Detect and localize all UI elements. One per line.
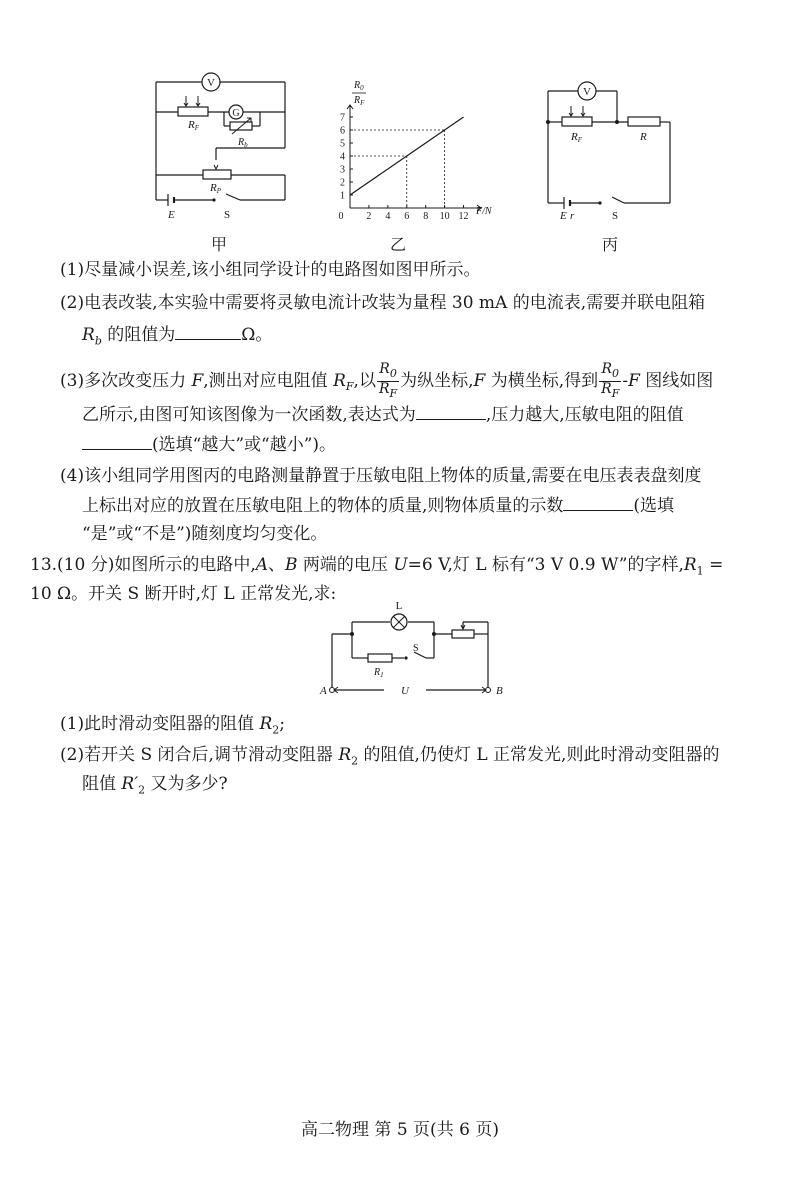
rf-resistor-jia bbox=[178, 107, 208, 116]
voltmeter-bing-label: V bbox=[583, 86, 591, 98]
y-tick-label: 6 bbox=[340, 125, 345, 137]
q12-part3-line2: 乙所示,由图可知该图像为一次函数,表达式为 ,压力越大,压敏电阻的阻值 bbox=[82, 405, 684, 425]
y-tick-label: 5 bbox=[340, 138, 345, 150]
x-tick-label: 10 bbox=[439, 211, 450, 222]
switch-label-bing: S bbox=[612, 210, 619, 222]
x-tick-label: 12 bbox=[458, 211, 469, 222]
r-resistor-bing bbox=[628, 117, 660, 126]
rp-label: RP bbox=[210, 182, 222, 195]
galvanometer-label: G bbox=[232, 108, 240, 119]
q13-sub2-line1: (2)若开关 S 闭合后,调节滑动变阻器 $R_2$ 的阻值,仍使灯 L 正常发光,则此时滑动变阻器的 bbox=[60, 745, 720, 768]
r2-rheostat bbox=[452, 630, 474, 638]
circuit-bing-diagram bbox=[538, 78, 678, 220]
terminal-a-label: A bbox=[320, 685, 327, 697]
caption-yi: 乙 bbox=[389, 235, 406, 254]
y-tick-label: 2 bbox=[340, 177, 345, 189]
pressure-arrows-bing bbox=[569, 106, 585, 116]
terminal-b-label: B bbox=[496, 685, 503, 697]
e-label-bing: E bbox=[560, 210, 567, 222]
e-label-jia: E bbox=[168, 209, 175, 221]
voltmeter-jia-label: V bbox=[207, 77, 215, 89]
figure-bing bbox=[538, 78, 678, 220]
caption-jia: 甲 bbox=[210, 235, 227, 254]
q12-part4-line1: (4)该小组同学用图丙的电路测量静置于压敏电阻上物体的质量,需要在电压表表盘刻度 bbox=[60, 466, 702, 486]
x-tick-label: 2 bbox=[366, 211, 372, 222]
q12-part2-line2: $R_b$ 的阻值为 Ω。 bbox=[82, 325, 273, 348]
answer-blank-uniform[interactable] bbox=[563, 494, 633, 511]
q12-part1: (1)尽量减小误差,该小组同学设计的电路图如图甲所示。 bbox=[60, 260, 481, 280]
figure-q13 bbox=[318, 598, 518, 703]
x-axis-label: F/N bbox=[476, 206, 492, 217]
r1-label: $R_1$ bbox=[374, 667, 384, 679]
x-tick-label: 6 bbox=[404, 211, 410, 222]
circuit-jia-diagram bbox=[148, 70, 290, 220]
voltage-u-label: U bbox=[401, 685, 409, 697]
answer-blank-resistance-trend[interactable] bbox=[82, 433, 152, 450]
switch-label-jia: S bbox=[224, 209, 231, 221]
answer-blank-expression[interactable] bbox=[416, 403, 486, 420]
q13-sub2-line2: 阻值 $R'_2$ 又为多少? bbox=[82, 774, 228, 797]
pressure-arrows-jia bbox=[184, 96, 200, 106]
q12-part2-line1: (2)电表改装,本实验中需要将灵敏电流计改装为量程 30 mA 的电流表,需要并联电阻箱 bbox=[60, 293, 706, 313]
rb-label: $R_b$ bbox=[238, 137, 248, 149]
rf-resistor-bing bbox=[562, 117, 592, 126]
switch-label-q13: S bbox=[413, 643, 419, 654]
fraction-r0-rf-2: $\frac{R_0}{R_F}$ bbox=[601, 361, 620, 400]
rf-label-bing: RF bbox=[571, 131, 583, 144]
r-internal-label-bing: r bbox=[570, 210, 575, 222]
r-label-bing: R bbox=[640, 131, 647, 143]
q12-part4-line2: 上标出对应的放置在压敏电阻上的物体的质量,则物体质量的示数 (选填 bbox=[82, 496, 675, 516]
y-tick-label: 4 bbox=[340, 151, 345, 163]
q12-part3-line3: (选填“越大”或“越小”)。 bbox=[82, 433, 336, 457]
page-footer: 高二物理 第 5 页(共 6 页) bbox=[301, 1120, 499, 1140]
r1-resistor bbox=[368, 654, 392, 662]
x-tick-label: 0 bbox=[338, 211, 344, 222]
caption-bing: 丙 bbox=[601, 235, 618, 254]
x-tick-label: 8 bbox=[423, 211, 429, 222]
figure-jia bbox=[148, 70, 290, 220]
rf-label-jia: RF bbox=[188, 119, 200, 132]
lamp-label: L bbox=[395, 600, 403, 612]
y-axis-label-den: $R_F$ bbox=[354, 95, 365, 107]
q13-stem-line1: 13.(10 分)如图所示的电路中,A、B 两端的电压 U=6 V,灯 L 标有“3 V 0.9 W”的字样$,R_1$ = bbox=[30, 555, 724, 578]
y-tick-label: 3 bbox=[340, 164, 345, 176]
y-axis-label-num: $R_0$ bbox=[354, 80, 364, 92]
y-tick-label: 1 bbox=[340, 190, 345, 202]
answer-blank-rb[interactable] bbox=[175, 323, 241, 340]
x-tick-label: 4 bbox=[385, 211, 391, 222]
rp-rheostat bbox=[203, 170, 231, 179]
chart-yi bbox=[330, 78, 510, 223]
q13-sub1: (1)此时滑动变阻器的阻值 $R_2$; bbox=[60, 714, 286, 737]
q13-stem-line2: 10 Ω。开关 S 断开时,灯 L 正常发光,求: bbox=[30, 584, 337, 604]
circuit-q13-diagram bbox=[318, 598, 518, 703]
q12-part4-line3: “是”或“不是”)随刻度均匀变化。 bbox=[82, 524, 328, 544]
q12-part3-line1: (3)多次改变压力 F,测出对应电阻值 $R_F$,以 $\frac{R_0}{R_F}$ 为纵坐标,F 为横坐标,得到 $\frac{R_0}{R_F}$ -F 图线如图 bbox=[60, 361, 714, 400]
figure-yi bbox=[330, 78, 510, 223]
fraction-r0-rf: $\frac{R_0}{R_F}$ bbox=[378, 361, 398, 400]
y-tick-label: 7 bbox=[340, 112, 345, 124]
